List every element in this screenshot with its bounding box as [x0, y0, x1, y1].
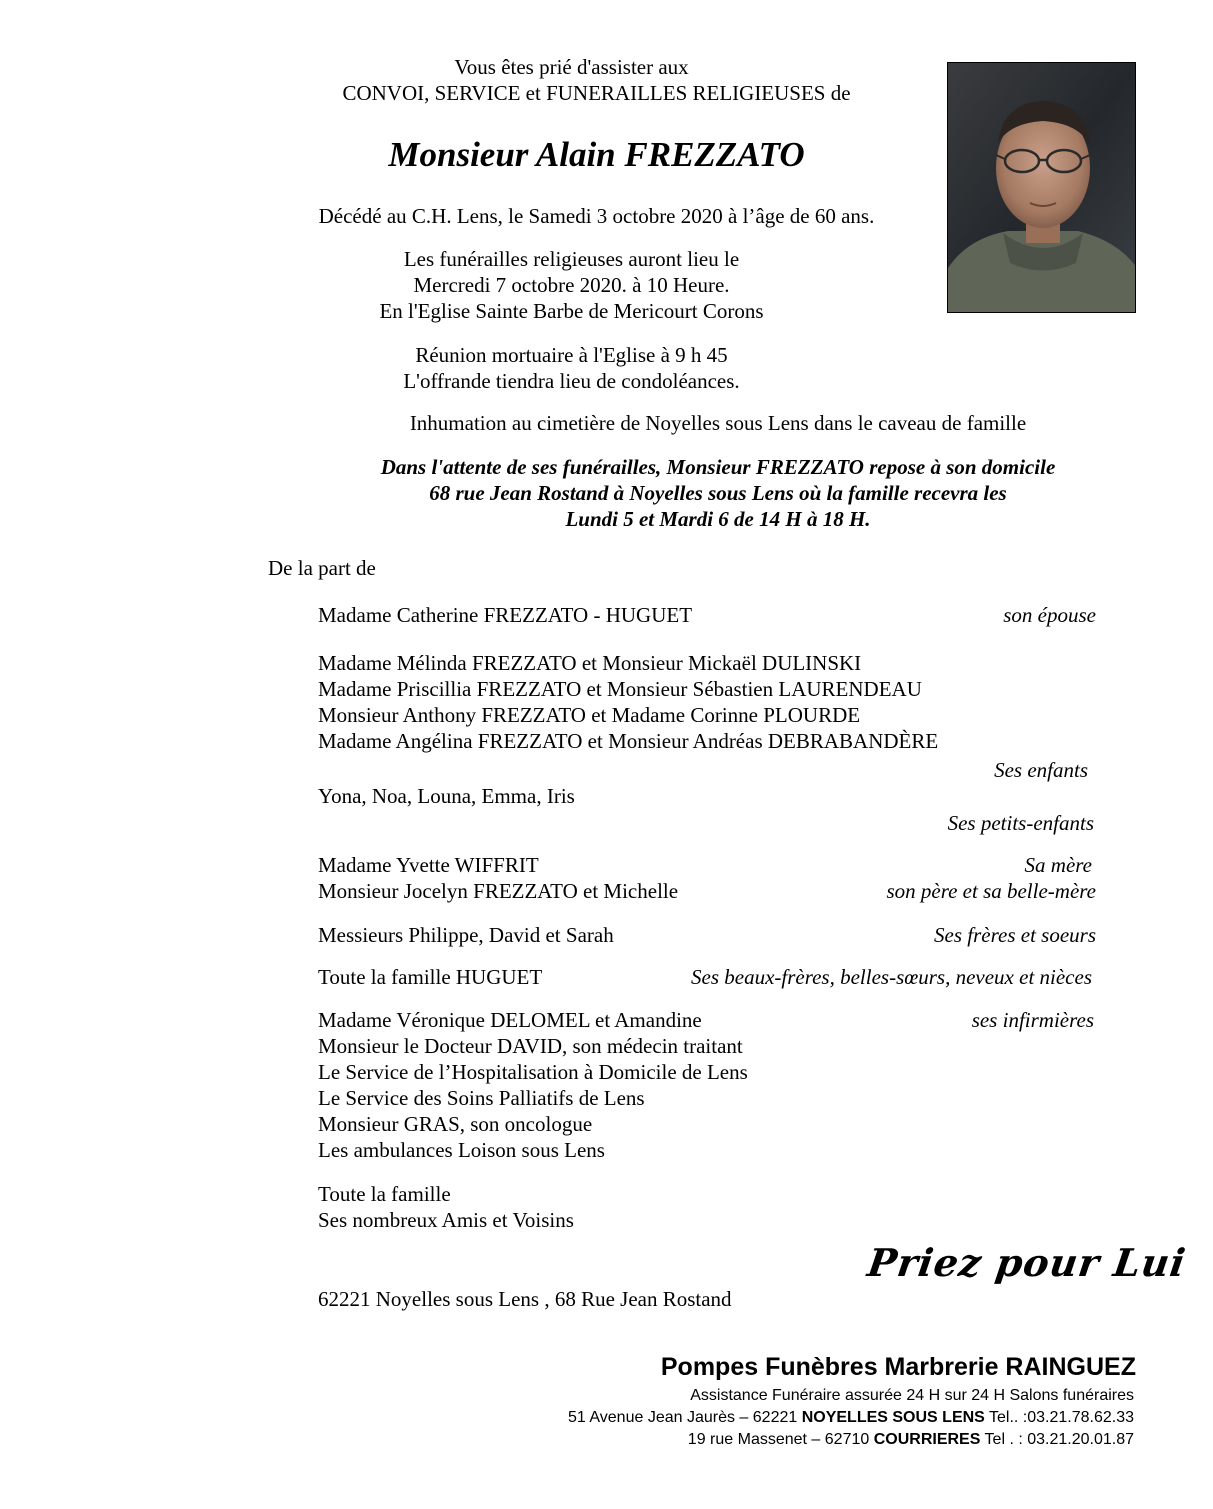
mother-name: Madame Yvette WIFFRIT: [318, 853, 539, 877]
inlaws-name: Toute la famille HUGUET: [318, 965, 543, 989]
invite-line-2: CONVOI, SERVICE et FUNERAILLES RELIGIEUSES de: [342, 81, 851, 105]
ceremony-line-1: Les funérailles religieuses auront lieu le: [403, 247, 740, 271]
child-4: Madame Angélina FREZZATO et Monsieur Andréas DEBRABANDÈRE: [318, 729, 939, 753]
care-1: Monsieur le Docteur DAVID, son médecin traitant: [318, 1034, 743, 1058]
siblings-names: Messieurs Philippe, David et Sarah: [318, 923, 614, 947]
grandchildren-names: Yona, Noa, Louna, Emma, Iris: [318, 784, 575, 808]
footer-line-3: [400, 1430, 1134, 1450]
footer-line-2: [400, 1408, 1134, 1428]
child-1: Madame Mélinda FREZZATO et Monsieur Mickaël DULINSKI: [318, 651, 862, 675]
wake-line-3: Lundi 5 et Mardi 6 de 14 H à 18 H.: [565, 507, 871, 531]
care-3: Le Service des Soins Palliatifs de Lens: [318, 1086, 645, 1110]
spouse-name: Madame Catherine FREZZATO - HUGUET: [318, 603, 693, 627]
portrait-photo: [947, 62, 1136, 313]
nurses-name: Madame Véronique DELOMEL et Amandine: [318, 1008, 702, 1032]
prayer-script: Priez pour Lui: [864, 1240, 1189, 1285]
ceremony-line-2: Mercredi 7 octobre 2020. à 10 Heure.: [413, 273, 730, 297]
father-relation: son père et sa belle-mère: [886, 879, 1096, 903]
footer-line-1: Assistance Funéraire assurée 24 H sur 24 H Salons funéraires: [690, 1387, 1134, 1404]
siblings-relation: Ses frères et soeurs: [934, 923, 1096, 947]
footer-line-3-address: 19 rue Massenet – 62710: [687, 1431, 874, 1448]
children-relation: Ses enfants: [994, 758, 1088, 782]
grandchildren-relation: Ses petits-enfants: [947, 811, 1094, 835]
invite-line-1: Vous êtes prié d'assister aux: [454, 55, 689, 79]
footer-line-2-city: NOYELLES SOUS LENS: [801, 1409, 985, 1426]
funeral-home-name: Pompes Funèbres Marbrerie RAINGUEZ: [660, 1353, 1136, 1381]
inlaws-relation: Ses beaux-frères, belles-sœurs, neveux et nièces: [691, 965, 1092, 989]
footer-line-2-address: 51 Avenue Jean Jaurès – 62221: [568, 1409, 802, 1426]
closing-2: Ses nombreux Amis et Voisins: [318, 1208, 574, 1232]
burial-notice: Inhumation au cimetière de Noyelles sous Lens dans le caveau de famille: [409, 411, 1027, 435]
portrait-illustration: [948, 63, 1136, 313]
from-label: De la part de: [268, 556, 376, 580]
child-3: Monsieur Anthony FREZZATO et Madame Corinne PLOURDE: [318, 703, 861, 727]
footer-line-3-phone: Tel . : 03.21.20.01.87: [980, 1431, 1134, 1448]
death-notice: Décédé au C.H. Lens, le Samedi 3 octobre 2020 à l’âge de 60 ans.: [318, 204, 875, 228]
care-5: Les ambulances Loison sous Lens: [318, 1138, 605, 1162]
spouse-relation: son épouse: [1003, 603, 1096, 627]
care-2: Le Service de l’Hospitalisation à Domicile de Lens: [318, 1060, 748, 1084]
wake-line-2: 68 rue Jean Rostand à Noyelles sous Lens où la famille recevra les: [429, 481, 1007, 505]
deceased-name: Monsieur Alain FREZZATO: [388, 135, 805, 174]
mother-relation: Sa mère: [1024, 853, 1092, 877]
family-address: 62221 Noyelles sous Lens , 68 Rue Jean Rostand: [318, 1287, 732, 1311]
meeting-line-2: L'offrande tiendra lieu de condoléances.: [403, 369, 740, 393]
footer-line-3-city: COURRIERES: [873, 1431, 981, 1448]
ceremony-line-3: En l'Eglise Sainte Barbe de Mericourt Corons: [379, 299, 764, 323]
closing-1: Toute la famille: [318, 1182, 451, 1206]
care-4: Monsieur GRAS, son oncologue: [318, 1112, 593, 1136]
meeting-line-1: Réunion mortuaire à l'Eglise à 9 h 45: [415, 343, 728, 367]
child-2: Madame Priscillia FREZZATO et Monsieur Sébastien LAURENDEAU: [318, 677, 922, 701]
father-name: Monsieur Jocelyn FREZZATO et Michelle: [318, 879, 679, 903]
footer-line-2-phone: Tel.. :03.21.78.62.33: [984, 1409, 1134, 1426]
nurses-relation: ses infirmières: [971, 1008, 1094, 1032]
wake-line-1: Dans l'attente de ses funérailles, Monsieur FREZZATO repose à son domicile: [380, 455, 1056, 479]
